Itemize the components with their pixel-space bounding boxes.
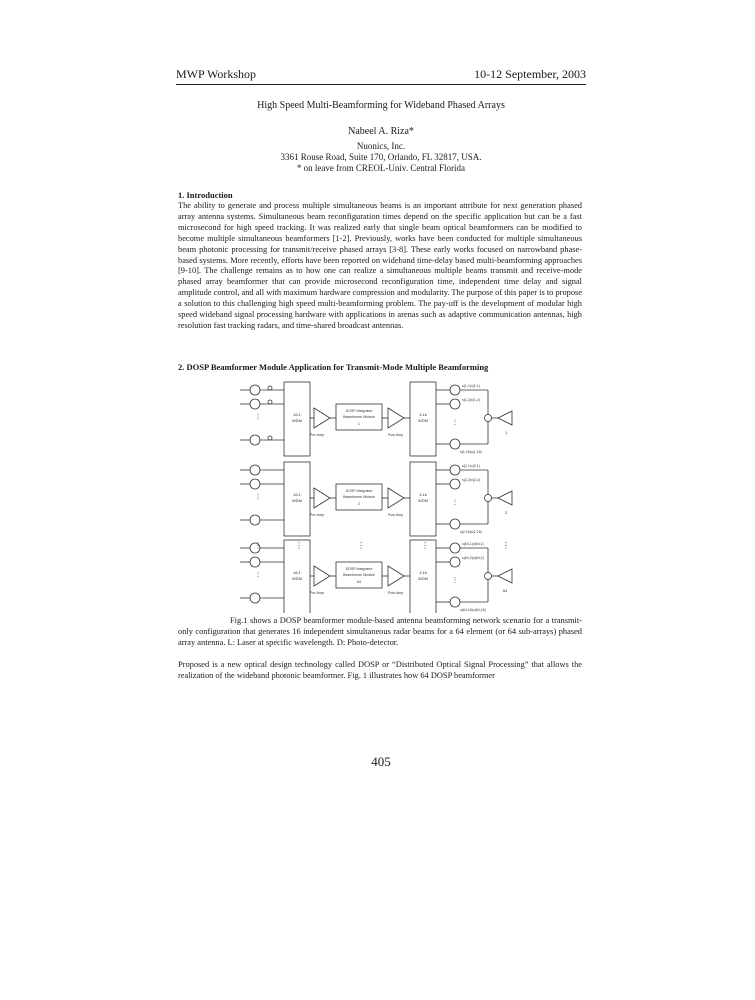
svg-text:⋮: ⋮ xyxy=(452,578,458,584)
svg-text:s(2,1)x(2,1): s(2,1)x(2,1) xyxy=(462,464,480,468)
svg-text:Pow-Amp: Pow-Amp xyxy=(388,433,404,437)
svg-text:⋮: ⋮ xyxy=(502,541,510,550)
beamformer-row-64 xyxy=(240,540,512,613)
figure-1-diagram xyxy=(240,378,525,613)
svg-text:⋮: ⋮ xyxy=(452,420,458,426)
author-name: Nabeel A. Riza* xyxy=(348,126,414,137)
paper-title: High Speed Multi-Beamforming for Wideband Phased Arrays xyxy=(257,100,505,111)
svg-text:1:16: 1:16 xyxy=(419,492,427,497)
affiliation xyxy=(176,141,586,174)
page-number: 405 xyxy=(371,754,391,769)
svg-text:s(2,16)x(2,16): s(2,16)x(2,16) xyxy=(460,530,482,534)
svg-text:2: 2 xyxy=(358,502,360,506)
svg-text:⋮: ⋮ xyxy=(255,572,261,578)
affiliation-line: Nuonics, Inc. xyxy=(356,141,406,151)
svg-text:⋮: ⋮ xyxy=(254,541,262,550)
svg-text:s(2,2)x(2,2): s(2,2)x(2,2) xyxy=(462,478,480,482)
svg-text:Pow-Amp: Pow-Amp xyxy=(388,513,404,517)
svg-text:DOSP Integrated: DOSP Integrated xyxy=(345,567,373,571)
header-right: 10-12 September, 2003 xyxy=(474,67,586,81)
svg-text:1:16: 1:16 xyxy=(419,570,427,575)
beamformer-row-2 xyxy=(240,462,512,536)
header-left: MWP Workshop xyxy=(176,67,257,81)
svg-text:Pre-Amp: Pre-Amp xyxy=(310,433,324,437)
svg-text:s(64,1)x(64,1): s(64,1)x(64,1) xyxy=(462,542,484,546)
header-rule xyxy=(176,84,586,85)
svg-text:⋮: ⋮ xyxy=(421,541,429,550)
svg-text:16:1: 16:1 xyxy=(293,412,301,417)
svg-text:2: 2 xyxy=(505,510,508,515)
svg-text:Beamformer Module: Beamformer Module xyxy=(343,573,375,577)
svg-text:s(64,2)x(64,2): s(64,2)x(64,2) xyxy=(462,556,484,560)
section-heading-introduction: 1. Introduction xyxy=(178,190,233,200)
figure-caption: Fig.1 shows a DOSP beamformer module-based antenna beamforming network scenario for a transmit-only configuration that generates 16 independent simultaneous radar beams for a 64 element (or 64 sub-arrays) phased array antenna. L: Laser at specific wavelength. D: Photo-detector. xyxy=(178,616,582,647)
svg-text:Pre-Amp: Pre-Amp xyxy=(310,513,324,517)
svg-text:16:1: 16:1 xyxy=(293,570,301,575)
svg-text:64: 64 xyxy=(357,580,361,584)
svg-text:⋮: ⋮ xyxy=(255,494,261,500)
svg-text:⋮: ⋮ xyxy=(255,414,261,420)
closing-paragraph: Proposed is a new optical design technology called DOSP or “Distributed Optical Signal Processing” that allows the realization of the wideband photonic beamformer. Fig. 1 illustrates how 64 DOSP beamformer xyxy=(178,660,582,680)
svg-text:1: 1 xyxy=(505,430,508,435)
svg-text:s(1,2)x(1,2): s(1,2)x(1,2) xyxy=(462,398,480,402)
svg-text:⋮: ⋮ xyxy=(357,541,365,550)
svg-text:DOSP Integrated: DOSP Integrated xyxy=(345,489,373,493)
svg-text:WDM: WDM xyxy=(292,418,302,423)
svg-text:WDM: WDM xyxy=(292,498,302,503)
svg-text:Beamformer Module: Beamformer Module xyxy=(343,495,375,499)
svg-text:64: 64 xyxy=(503,588,508,593)
svg-text:16:1: 16:1 xyxy=(293,492,301,497)
affiliation-line: 3361 Rouse Road, Suite 170, Orlando, FL 32817, USA. xyxy=(280,152,482,162)
svg-text:WDM: WDM xyxy=(418,576,428,581)
svg-text:Pow-Amp: Pow-Amp xyxy=(388,591,404,595)
svg-text:DOSP Integrated: DOSP Integrated xyxy=(345,409,373,413)
svg-text:⋮: ⋮ xyxy=(452,500,458,506)
svg-text:s(1,1)x(1,1): s(1,1)x(1,1) xyxy=(462,384,480,388)
svg-text:⋮: ⋮ xyxy=(295,541,303,550)
svg-text:s(1,16)x(1,16): s(1,16)x(1,16) xyxy=(460,450,482,454)
running-header xyxy=(176,67,586,82)
svg-text:1:16: 1:16 xyxy=(419,412,427,417)
svg-text:1: 1 xyxy=(358,422,360,426)
beamformer-row-1 xyxy=(240,382,512,456)
svg-text:WDM: WDM xyxy=(292,576,302,581)
section-heading-dosp: 2. DOSP Beamformer Module Application for Transmit-Mode Multiple Beamforming xyxy=(178,362,489,372)
affiliation-line: * on leave from CREOL-Univ. Central Florida xyxy=(296,163,466,173)
svg-text:s(64,16)x(64,16): s(64,16)x(64,16) xyxy=(460,608,486,612)
svg-text:WDM: WDM xyxy=(418,498,428,503)
svg-text:Pre-Amp: Pre-Amp xyxy=(310,591,324,595)
svg-text:Beamformer Module: Beamformer Module xyxy=(343,415,375,419)
introduction-paragraph: The ability to generate and process multiple simultaneous beams is an important attribute for next generation phased array antenna systems. Simultaneous beam reconfiguration times depend on the specific application but can be a fast microsecond for high speed tracking. It was realized early that single beam optical beamformers can be modified to become multiple simultaneous beamformers [1-2]. Previously, works have been conducted for multiple simultaneous beam photonic processing for transmit/receive phased arrays [3-8]. These early works focused on narrowband phase-based systems. More recently, efforts have been reported on wideband time-delay based multi-beamforming approaches [9-10]. The challenge remains as to how one can realize a simultaneous multiple beams transmit and receive-mode phased array beamformer that can provide microsecond reconfiguration time, independent time delay and signal amplitude control, and all with maximum hardware compression and modularity. The purpose of this paper is to propose a solution to this challenging high speed multi-beamforming problem. The pay-off is the development of modular high speed wideband signal processing hardware with applications in arenas such as adaptive communication antennas, high resolution fast tracking radars, and time-shared broadcast antennas. xyxy=(178,201,582,330)
svg-text:WDM: WDM xyxy=(418,418,428,423)
